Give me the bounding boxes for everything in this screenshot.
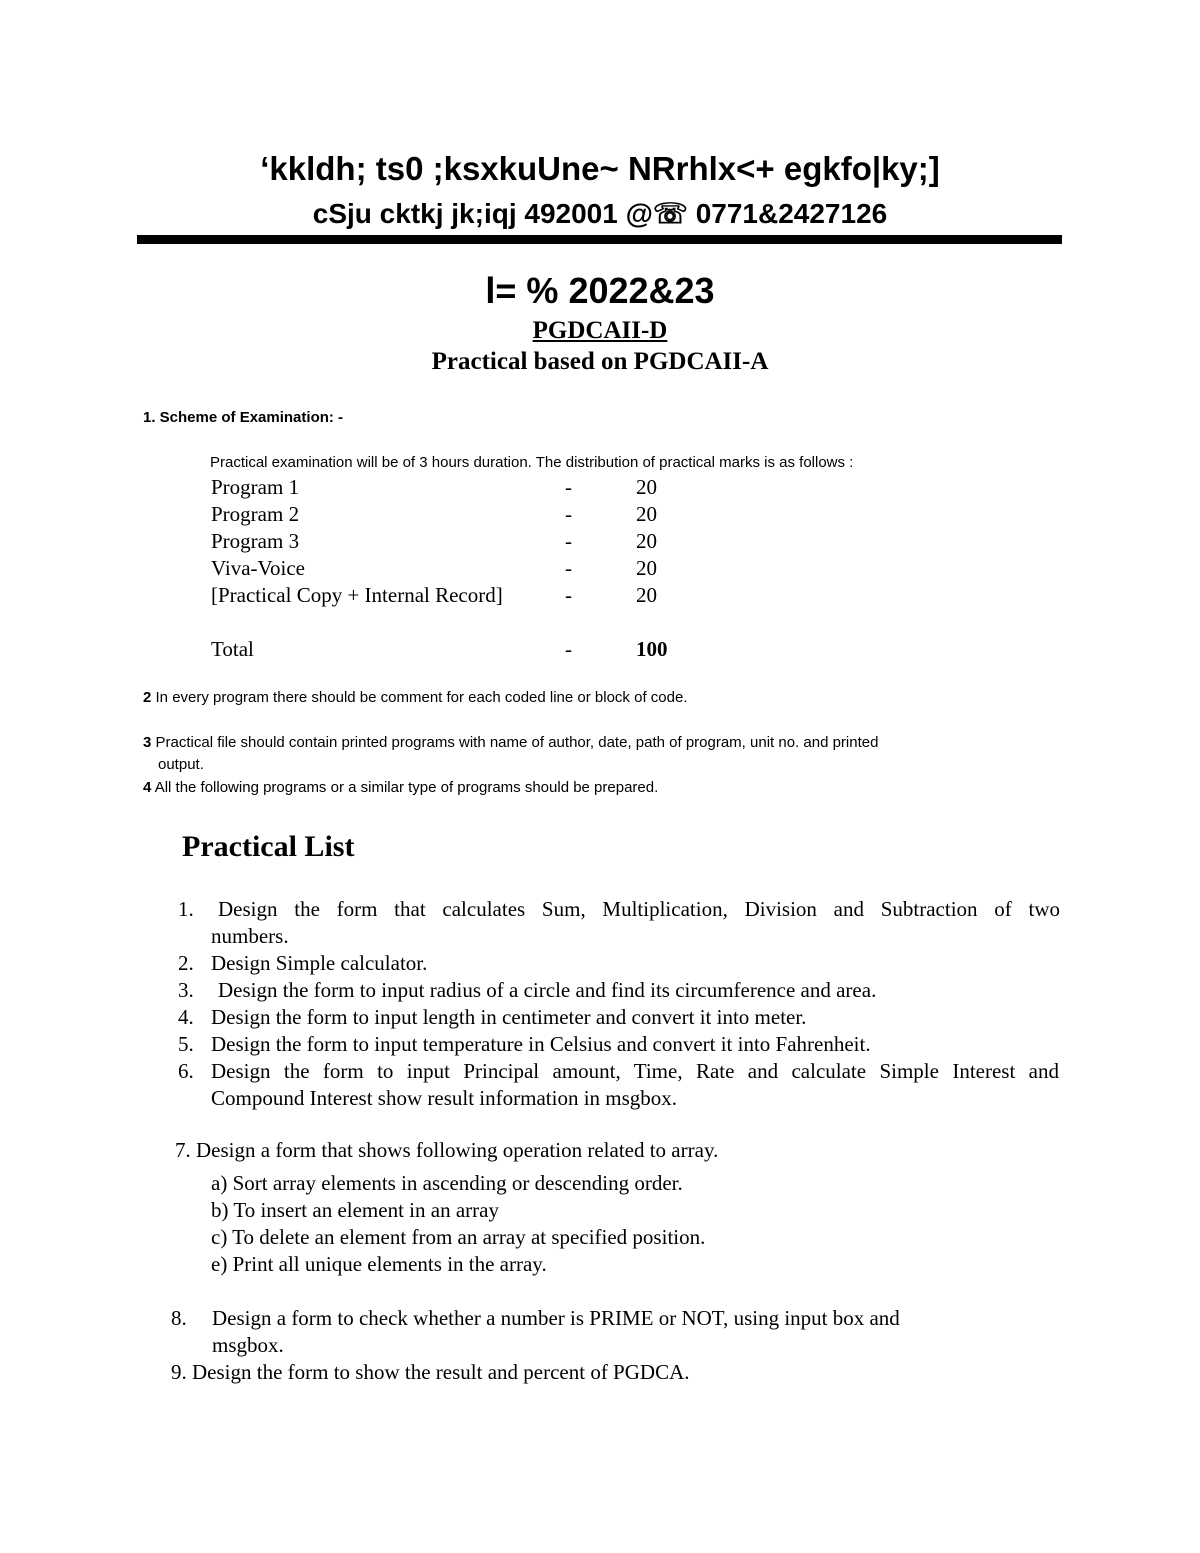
institution-name: ‘kkldh; ts0 ;ksxkuUne~ NRrhlx<+ egkfo|ky;] <box>260 150 940 187</box>
item-text: Design the form to input length in centimeter and convert it into meter. <box>211 1005 807 1029</box>
institution-address: cSju cktkj jk;iqj 492001 @☏ 0771&2427126 <box>312 198 888 229</box>
marks-value: 20 <box>636 556 657 580</box>
marks-value: 20 <box>636 475 657 499</box>
note-3 <box>143 734 878 751</box>
sub-item-text: e) Print all unique elements in the array. <box>211 1252 547 1276</box>
item-text: Design the form to input Principal amount, Time, Rate and calculate Simple Interest and <box>211 1059 1059 1083</box>
marks-value: 20 <box>636 583 657 607</box>
note-number: 3 <box>143 734 152 751</box>
marks-row <box>0 475 1200 501</box>
item-text: Design a form to check whether a number is PRIME or NOT, using input box and <box>212 1306 900 1330</box>
item-number: 3. <box>178 978 194 1002</box>
note-2 <box>143 689 687 706</box>
note-number: 2 <box>143 689 152 706</box>
sub-item-text: a) Sort array elements in ascending or descending order. <box>211 1171 683 1195</box>
note-text: Practical file should contain printed programs with name of author, date, path of program, unit no. and printed <box>155 734 879 751</box>
course-subtitle: Practical based on PGDCAII-A <box>431 348 769 375</box>
item-text: 9. Design the form to show the result and percent of PGDCA. <box>171 1360 690 1384</box>
note-3-continuation: output. <box>158 756 204 773</box>
marks-row <box>0 529 1200 555</box>
practical-list-heading: Practical List <box>182 830 355 863</box>
marks-label: Program 1 <box>211 475 300 499</box>
marks-label: Program 3 <box>211 529 300 553</box>
item-text-continuation: numbers. <box>211 924 289 948</box>
marks-value: 20 <box>636 502 657 526</box>
marks-dash: - <box>565 583 572 607</box>
note-4 <box>143 779 658 796</box>
item-number: 8. <box>171 1306 187 1330</box>
marks-dash: - <box>565 502 572 526</box>
marks-dash: - <box>565 475 572 499</box>
session-title: l= % 2022&23 <box>485 270 715 311</box>
item-number: 6. <box>178 1059 194 1083</box>
item-text: Design the form to input radius of a circle and find its circumference and area. <box>218 978 877 1002</box>
marks-value: 20 <box>636 529 657 553</box>
marks-label: [Practical Copy + Internal Record] <box>211 583 503 607</box>
marks-total-row <box>0 637 1200 663</box>
header-divider <box>137 235 1062 244</box>
sub-item-text: b) To insert an element in an array <box>211 1198 499 1222</box>
total-dash: - <box>565 637 572 661</box>
marks-dash: - <box>565 556 572 580</box>
marks-row <box>0 502 1200 528</box>
item-number: 4. <box>178 1005 194 1029</box>
scheme-heading: 1. Scheme of Examination: - <box>143 409 344 426</box>
item-text: Design the form that calculates Sum, Multiplication, Division and Subtraction of two <box>218 897 1060 921</box>
marks-dash: - <box>565 529 572 553</box>
note-text: In every program there should be comment for each coded line or block of code. <box>155 689 688 706</box>
sub-item-text: c) To delete an element from an array at specified position. <box>211 1225 706 1249</box>
total-value: 100 <box>636 637 668 661</box>
item-text: Design Simple calculator. <box>211 951 428 975</box>
item-text: 7. Design a form that shows following operation related to array. <box>175 1138 719 1162</box>
course-code: PGDCAII-D <box>532 317 668 344</box>
item-text-continuation: Compound Interest show result information in msgbox. <box>211 1086 678 1110</box>
item-text-continuation: msgbox. <box>212 1333 284 1357</box>
marks-row <box>0 583 1200 609</box>
scheme-intro: Practical examination will be of 3 hours duration. The distribution of practical marks is as follows : <box>210 454 854 471</box>
marks-label: Program 2 <box>211 502 300 526</box>
marks-row <box>0 556 1200 582</box>
note-number: 4 <box>143 779 152 796</box>
note-text: All the following programs or a similar type of programs should be prepared. <box>154 779 659 796</box>
total-label: Total <box>211 637 254 661</box>
item-number: 2. <box>178 951 194 975</box>
item-text: Design the form to input temperature in Celsius and convert it into Fahrenheit. <box>211 1032 871 1056</box>
item-number: 5. <box>178 1032 194 1056</box>
marks-label: Viva-Voice <box>211 556 305 580</box>
item-number: 1. <box>178 897 194 921</box>
